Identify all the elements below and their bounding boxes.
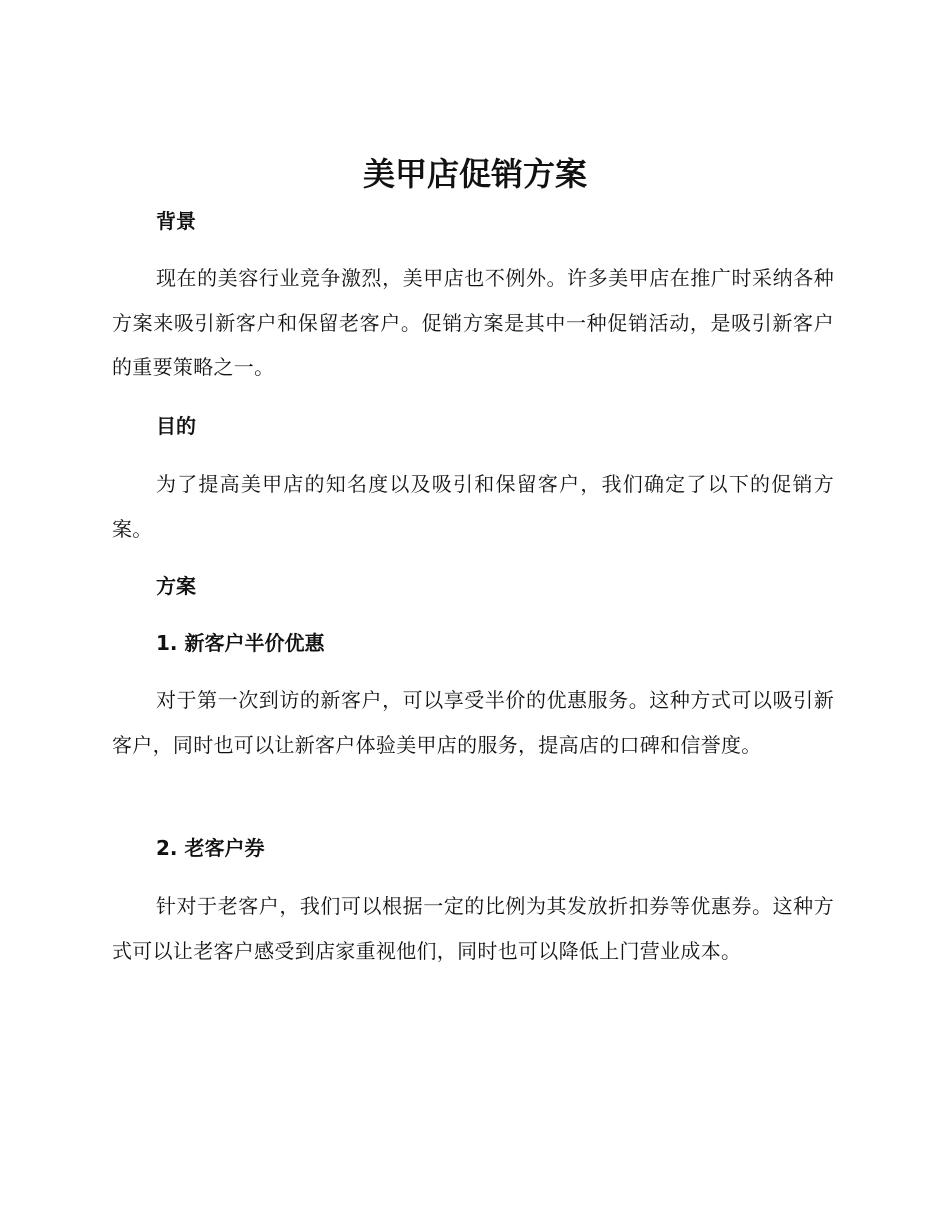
section-paragraph-old-customer-coupon: 针对于老客户，我们可以根据一定的比例为其发放折扣券等优惠券。这种方式可以让老客户感受到店家重视他们，同时也可以降低上门营业成本。	[112, 894, 834, 963]
section-paragraph-background: 现在的美容行业竞争激烈，美甲店也不例外。许多美甲店在推广时采纳各种方案来吸引新客户和保留老客户。促销方案是其中一种促销活动，是吸引新客户的重要策略之一。	[112, 266, 834, 379]
section-heading-old-customer-coupon: 2. 老客户券	[156, 836, 265, 860]
section-paragraph-purpose: 为了提高美甲店的知名度以及吸引和保留客户，我们确定了以下的促销方案。	[112, 472, 834, 541]
section-heading-purpose: 目的	[156, 414, 196, 438]
document-title: 美甲店促销方案	[362, 155, 587, 193]
section-heading-new-customer-offer: 1. 新客户半价优惠	[156, 631, 325, 655]
section-heading-background: 背景	[156, 209, 196, 233]
section-paragraph-new-customer-offer: 对于第一次到访的新客户，可以享受半价的优惠服务。这种方式可以吸引新客户，同时也可以让新客户体验美甲店的服务，提高店的口碑和信誉度。	[112, 688, 834, 757]
section-heading-plan: 方案	[156, 574, 196, 598]
